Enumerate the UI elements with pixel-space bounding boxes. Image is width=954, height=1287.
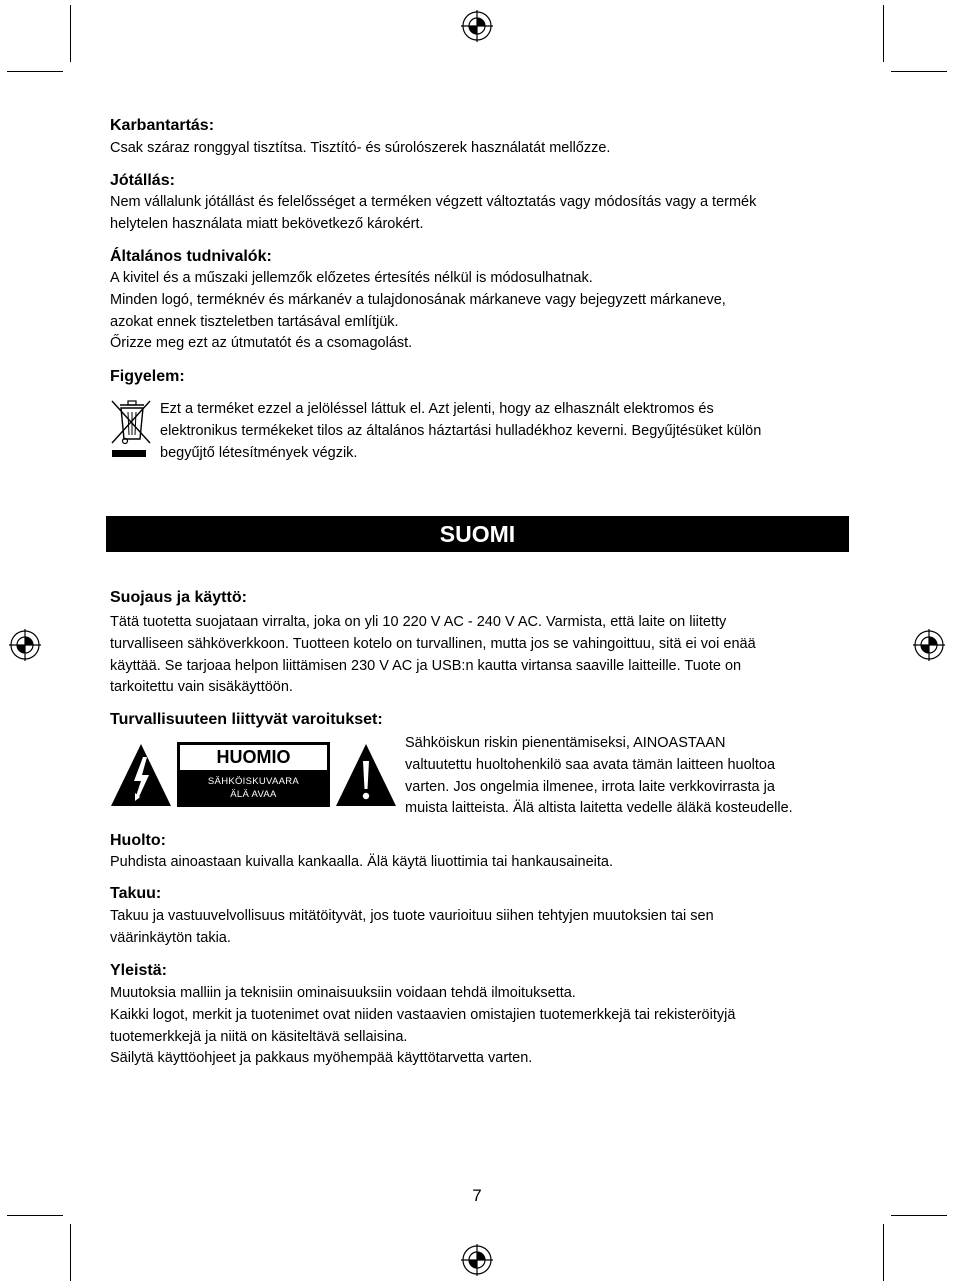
caution-label-line: SÄHKÖISKUVAARA [207,776,300,787]
registration-mark-icon [461,10,493,42]
banner-title: SUOMI [439,521,516,547]
registration-mark-icon [913,629,945,661]
section-heading: Figyelem: [110,368,185,385]
crop-mark [891,1215,947,1216]
section-heading: Yleistä: [110,962,167,979]
exclamation-warning-icon [335,743,397,807]
crop-mark [70,5,71,62]
crop-mark [883,1224,884,1281]
crop-mark [70,1224,71,1281]
lightning-warning-icon [110,743,172,807]
section-paragraph: Nem vállalunk jótállást és felelősséget a terméken végzett változtatás vagy módosítás vagy a termék helytelen használata miatt bekövetkező károkért. [110,194,757,232]
section-paragraph: Csak száraz ronggyal tisztítsa. Tisztító- és súrolószerek használatát mellőzze. [110,140,611,156]
caution-label-line: ÄLÄ AVAA [230,789,277,800]
section-heading: Takuu: [110,885,162,902]
caution-label-title: HUOMIO [180,745,327,770]
page-number: 7 [472,1186,482,1205]
section-paragraph: Tätä tuotetta suojataan virralta, joka on yli 10 220 V AC - 240 V AC. Varmista, että laite on liitetty turvalliseen sähköverkkoon. Tuotteen kotelo on turvallinen, mutta jos se vahingoittuu, sitä ei voi enää käyttää. Se tarjoaa helpon liittämisen 230 V AC ja USB:n kautta virtansa saaville laitteille. Tuote on tarkoitettu vain sisäkäyttöön. [110,614,756,696]
section-paragraph: Sähköiskun riskin pienentämiseksi, AINOASTAAN valtuutettu huoltohenkilö saa avata tämän laitteen huoltoa varten. Jos ongelmia ilmenee, irrota laite verkkovirrasta ja muista laitteista. Älä altista laitetta vedelle äläkä kosteudelle. [405,735,793,817]
crossed-out-wheelie-bin-icon [108,399,152,461]
crop-mark [891,71,947,72]
section-paragraph: Ezt a terméket ezzel a jelöléssel láttuk el. Azt jelenti, hogy az elhasznált elektromos és elektronikus termékeket tilos az általános háztartási hulladékhoz keverni. Begyűjtésüket külön begyűjtő létesítmények végzik. [160,401,762,461]
registration-mark-icon [9,629,41,661]
crop-mark [883,5,884,62]
section-paragraph: A kivitel és a műszaki jellemzők előzetes értesítés nélkül is módosulhatnak. Minden logó, terméknév és márkanév a tulajdonosának márkaneve vagy bejegyzett márkaneve, azokat ennek tiszteletben tartásával említjük. Őrizze meg ezt az útmutatót és a csomagolást. [110,270,726,352]
section-heading: Turvallisuuteen liittyvät varoitukset: [110,711,383,728]
section-heading: Karbantartás: [110,117,215,134]
crop-mark [7,1215,63,1216]
caution-label [177,742,330,807]
section-paragraph: Takuu ja vastuuvelvollisuus mitätöityvät, jos tuote vaurioituu siihen tehtyjen muutoksien tai sen väärinkäytön takia. [110,908,714,946]
section-heading: Jótállás: [110,172,175,189]
crop-mark [7,71,63,72]
section-paragraph: Puhdista ainoastaan kuivalla kankaalla. Älä käytä liuottimia tai hankausaineita. [110,854,613,870]
registration-mark-icon [461,1244,493,1276]
section-heading: Suojaus ja käyttö: [110,589,247,606]
section-paragraph: Muutoksia malliin ja teknisiin ominaisuuksiin voidaan tehdä ilmoituksetta. Kaikki logot, merkit ja tuotenimet ovat niiden vastaavien omistajien tuotemerkkejä tai rekisteröityjä tuotemerkkejä ja niitä on käsiteltävä sellaisina. Säilytä käyttöohjeet ja pakkaus myöhempää käyttötarvetta varten. [110,985,736,1067]
section-heading: Huolto: [110,832,166,849]
section-heading: Általános tudnivalók: [110,248,272,265]
language-banner [106,516,849,552]
